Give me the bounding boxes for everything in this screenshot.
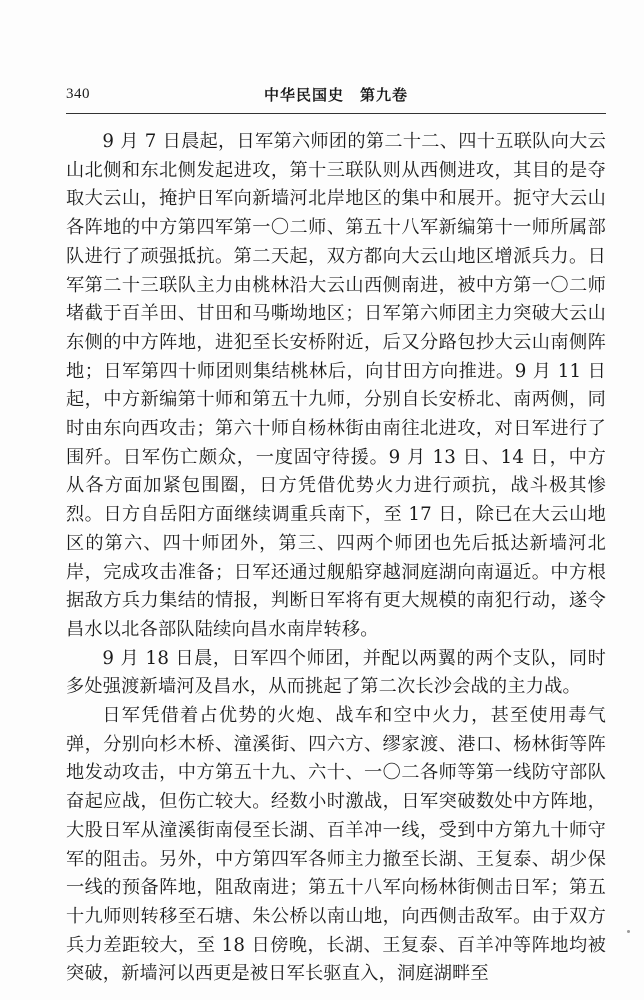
paragraph: 9 月 18 日晨，日军四个师团，并配以两翼的两个支队，同时多处强渡新墙河及昌水，从而挑起了第二次长沙会战的主力战。 [66,647,606,698]
running-head: 中华民国史 第九卷 [263,86,408,104]
header-rule [66,113,606,114]
page-header [66,84,606,110]
paragraph: 日军凭借着占优势的火炮、战车和空中火力，甚至使用毒气弹，分别向杉木桥、潼溪街、四六方、缪家渡、港口、杨林街等阵地发动攻击，中方第五十九、六十、一〇二各师等第一线防守部队奋起应战，但伤亡较大。经数小时激战，日军突破数处中方阵地，大股日军从潼溪街南侵至长湖、百羊冲一线，受到中方第九十师守军的阻击。另外，中方第四军各师主力撤至长湖、王复泰、胡少保一线的预备阵地，阻敌南进；第五十八军向杨林街侧击日军；第五十九师则转移至石塘、朱公桥以南山地，向西侧击敌军。由于双方兵力差距较大，至 18 日傍晚，长湖、王复泰、百羊冲等阵地均被突破，新墙河以西更是被日军长驱直入，洞庭湖畔至 [66,705,606,985]
scan-speck [627,930,630,933]
paragraph: 9 月 7 日晨起，日军第六师团的第二十二、四十五联队向大云山北侧和东北侧发起进攻，第十三联队则从西侧进攻，其目的是夺取大云山，掩护日军向新墙河北岸地区的集中和展开。扼守大云山各阵地的中方第四军第一〇二师、第五十八军新编第十一师所属部队进行了顽强抵抗。第二天起，双方都向大云山地区增派兵力。日军第二十三联队主力由桃林沿大云山西侧南进，被中方第一〇二师堵截于百羊田、甘田和马嘶坳地区；日军第六师团主力突破大云山东侧的中方阵地，进犯至长安桥附近，后又分路包抄大云山南侧阵地；日军第四十师团则集结桃林后，向甘田方向推进。9 月 11 日起，中方新编第十师和第五十九师，分别自长安桥北、南两侧，同时由东向西攻击；第六十师自杨林街由南往北进攻，对日军进行了围歼。日军伤亡颇众，一度固守待援。9 月 13 日、14 日，中方从各方面加紧包围圈，日方凭借优势火力进行顽抗，战斗极其惨烈。日方自岳阳方面继续调重兵南下，至 17 日，除已在大云山地区的第六、四十师团外，第三、四两个师团也先后抵达新墙河北岸，完成攻击准备；日军还通过舰船穿越洞庭湖向南逼近。中方根据敌方兵力集结的情报，判断日军将有更大规模的南犯行动，遂令昌水以北各部队陆续向昌水南岸转移。 [66,131,606,640]
page-number: 340 [66,86,90,102]
body-text [66,128,606,989]
